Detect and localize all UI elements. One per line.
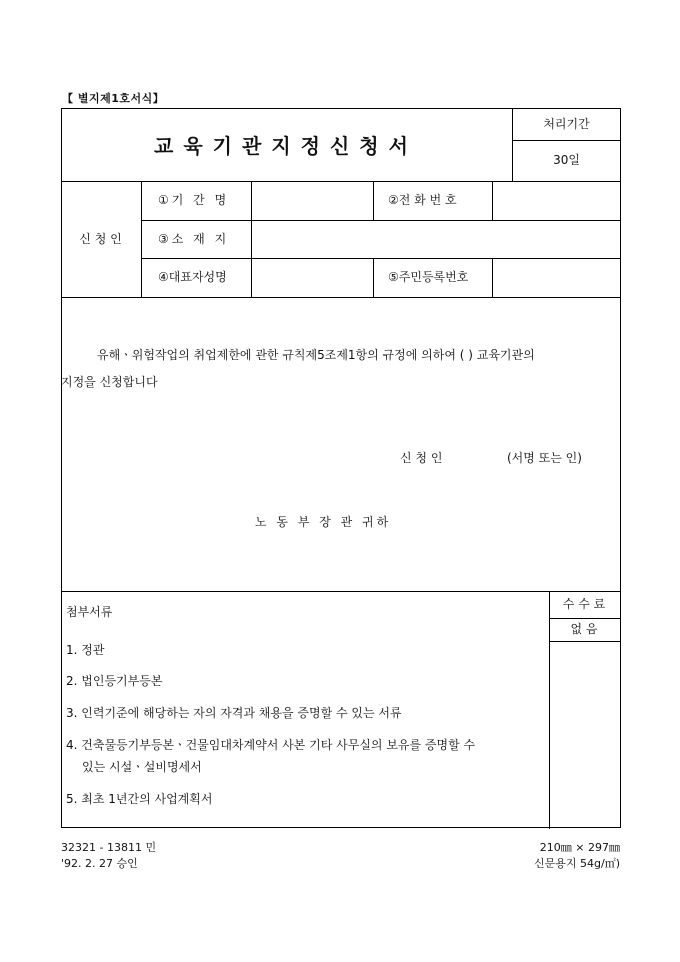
statement-line: 유해ㆍ위험작업의 취업제한에 관한 규칙제5조제1항의 규정에 의하여 ( ) 교육기관의 (97, 348, 535, 362)
applicant-section-label: 신 청 인 (79, 231, 122, 246)
institution-name-field[interactable] (251, 181, 371, 218)
divider (373, 181, 374, 220)
form-number-label: 【 별지제1호서식】 (62, 92, 165, 105)
attachment-item: 2. 법인등기부등본 (66, 674, 163, 688)
attachment-item: 4. 건축물등기부등본ㆍ건물임대차계약서 사본 기타 사무실의 보유를 증명할 수 (66, 738, 476, 752)
address-field[interactable] (251, 220, 620, 256)
divider (62, 591, 621, 592)
phone-label: ②전 화 번 호 (388, 193, 457, 207)
form-title: 교육기관지정신청서 (154, 133, 418, 158)
divider (549, 641, 621, 642)
processing-period-value: 30일 (553, 153, 580, 167)
phone-field[interactable] (492, 181, 620, 218)
statement-line: 지정을 신청합니다 (61, 375, 158, 389)
form-code: 32321 - 13811 민 (61, 841, 157, 854)
attachment-item: 5. 최초 1년간의 사업계획서 (66, 792, 213, 806)
signature-label: 신 청 인 (400, 451, 443, 465)
application-statement (61, 342, 617, 396)
representative-label: ④대표자성명 (158, 270, 227, 284)
fee-value: 없 음 (570, 622, 598, 636)
representative-field[interactable] (251, 258, 371, 295)
resident-number-label: ⑤주민등록번호 (388, 270, 469, 284)
addressee: 노 동 부 장 관 귀하 (255, 515, 392, 529)
paper-type: 신문용지 54g/㎡) (534, 857, 620, 870)
processing-period-label: 처리기간 (543, 117, 590, 131)
attachment-item: 3. 인력기준에 해당하는 자의 자격과 채용을 증명할 수 있는 서류 (66, 706, 402, 720)
signature-note: (서명 또는 인) (507, 451, 582, 465)
divider (373, 258, 374, 297)
divider (141, 181, 142, 297)
attachment-item-continued: 있는 시설ㆍ설비명세서 (82, 760, 202, 774)
attachments-header: 첨부서류 (66, 605, 113, 619)
resident-number-field[interactable] (492, 258, 620, 295)
paper-size: 210㎜ × 297㎜ (539, 841, 620, 854)
address-label: ③소 재 지 (158, 231, 230, 246)
divider (62, 297, 621, 298)
approval-date: '92. 2. 27 승인 (61, 857, 138, 870)
attachment-item: 1. 정관 (66, 643, 105, 657)
institution-name-label: ①기 간 명 (158, 193, 230, 207)
fee-label: 수 수 료 (562, 597, 606, 611)
